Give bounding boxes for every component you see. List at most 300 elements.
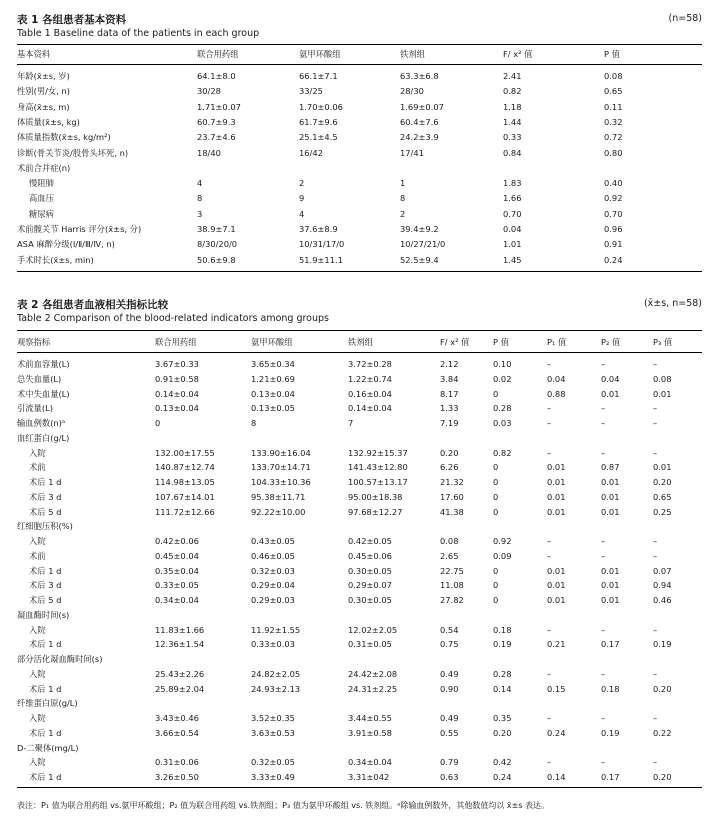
row-label: 术后 5 d [29,506,62,517]
table-row [17,208,702,221]
table-cell: 0.29±0.07 [348,580,392,591]
table-row [17,101,702,114]
table-cell: 22.75 [440,565,464,576]
table-row [17,550,702,563]
table-row [17,70,702,83]
row-label: 血红蛋白(g/L) [17,432,70,443]
table-cell: 0 [493,462,499,473]
row-label: 纤维蛋白原(g/L) [17,698,78,709]
table-row [17,116,702,129]
table-cell: 0.49 [440,713,459,723]
row-label: 引流量(L) [17,403,53,414]
row-label: ASA 麻醉分级(Ⅰ/Ⅱ/Ⅲ/Ⅳ, n) [17,239,115,250]
table-cell: 2.65 [440,550,459,561]
table-cell: 60.7±9.3 [197,116,236,127]
table-cell: 3.44±0.55 [348,713,392,723]
row-label: 术前 [29,462,46,473]
table-cell: – [653,624,658,635]
row-label: 手术时长(x̄±s, min) [17,254,94,265]
table-cell: 1.22±0.74 [348,373,392,384]
row-label: 输血例数(n)ᵃ [17,418,66,428]
table-cell: 111.72±12.66 [155,506,215,517]
table-row [17,177,702,190]
row-label: 术后 3 d [29,580,62,591]
table-cell: 25.1±4.5 [299,132,338,143]
row-label: 身高(x̄±s, m) [17,101,70,112]
table-cell: 0 [493,477,499,487]
table-cell: 0.80 [604,147,623,158]
table-row [17,668,702,681]
table-1-top-rule [17,44,702,45]
table-row [17,579,702,592]
table-cell: 0.19 [493,639,512,650]
table-2-header-cell: 联合用药组 [155,337,197,347]
table-cell: – [601,359,606,369]
table-cell: 100.57±13.17 [348,477,408,487]
table-cell: 0.01 [601,580,620,591]
table-cell: 3.63±0.53 [251,727,295,738]
table-cell: 0.02 [493,373,512,384]
table-cell: 7 [348,418,354,428]
table-cell: 0.01 [547,595,566,605]
table-cell: 0.01 [547,580,566,591]
table-row [17,85,702,98]
table-cell: 3.26±0.50 [155,772,199,782]
table-2-header-cell: P 值 [493,337,509,347]
table-cell: 104.33±10.36 [251,477,311,487]
row-label: 术前合并症(n) [17,162,71,173]
table-cell: 0.42±0.06 [155,536,199,546]
table-cell: 0.42±0.05 [348,536,392,546]
table-cell: 0 [493,580,499,591]
table-row [17,520,702,533]
table-row [17,254,702,267]
table-cell: 0.04 [547,373,566,384]
table-cell: – [653,668,658,679]
table-cell: – [653,447,658,458]
table-cell: 1.69±0.07 [400,101,444,112]
table-cell: 0.28 [493,403,512,414]
table-cell: 21.32 [440,477,464,487]
row-label: 入院 [29,536,46,546]
table-cell: 60.4±7.6 [400,116,439,127]
table-1-header-cell: 铁剂组 [400,49,425,59]
table-cell: 114.98±13.05 [155,477,215,487]
table-row [17,192,702,205]
table-cell: 1.18 [503,101,522,112]
table-cell: 0.65 [653,491,672,502]
table-cell: 39.4±9.2 [400,224,439,234]
table-row [17,223,702,236]
table-row [17,771,702,784]
table-2-header-cell: P₂ 值 [601,337,621,347]
table-1-bottom-rule [17,271,702,272]
table-row [17,461,702,474]
table-cell: 0 [493,388,499,399]
table-cell: 0.18 [493,624,512,635]
table-2-header-rule [17,352,702,353]
table-1-header-cell: 氨甲环酸组 [299,49,341,59]
table-cell: 0.33 [503,132,522,143]
table-cell: 3.84 [440,373,459,384]
row-label: 入院 [29,624,46,635]
table-cell: 0.11 [604,101,623,112]
row-label: 术后 1 d [29,772,62,782]
table-cell: 0.01 [547,462,566,473]
table-cell: 0.70 [604,208,623,219]
table-1-title: 表 1 各组患者基本资料 [17,14,127,26]
table-cell: 0.24 [493,772,512,782]
table-cell: 141.43±12.80 [348,462,408,473]
table-cell: – [547,757,552,768]
table-2-top-rule [17,330,702,331]
table-cell: 11.83±1.66 [155,624,205,635]
table-1-header-cell: 联合用药组 [197,49,239,59]
table-cell: 0.14±0.04 [348,403,392,414]
table-cell: 0.35±0.04 [155,565,199,576]
table-cell: 0 [493,506,499,517]
table-cell: 0 [493,491,499,502]
table-cell: – [547,447,552,458]
table-cell: 0.09 [493,550,512,561]
table-cell: 2.12 [440,359,459,369]
table-cell: 33/25 [299,86,323,97]
table-cell: 0.21 [547,639,566,650]
table-cell: 0.01 [601,565,620,576]
row-label: 术后 1 d [29,565,62,576]
row-label: 体质量指数(x̄±s, kg/m²) [17,132,111,143]
table-cell: 0.55 [440,727,459,738]
table-2-header-cell: 观察指标 [17,337,51,347]
table-2-header-cell: 铁剂组 [348,337,373,347]
table-cell: 0.45±0.04 [155,550,199,561]
row-label: 术前血容量(L) [17,359,70,369]
table-cell: 3 [197,208,203,219]
table-cell: 0.82 [493,447,512,458]
row-label: 体质量(x̄±s, kg) [17,116,80,127]
table-cell: 17/41 [400,147,424,158]
table-cell: 0.30±0.05 [348,595,392,605]
table-cell: 0.54 [440,624,459,635]
table-cell: 0.07 [653,565,672,576]
table-row [17,609,702,622]
table-cell: – [601,447,606,458]
table-2 [17,297,702,797]
table-cell: 0.04 [503,224,522,234]
table-cell: 0.91 [604,239,623,250]
table-cell: 0.70 [503,208,522,219]
table-cell: 24.42±2.08 [348,668,398,679]
table-cell: 0.01 [653,388,672,399]
table-2-header-row [17,336,702,349]
table-row [17,373,702,386]
table-cell: 10/31/17/0 [299,239,345,250]
table-1 [17,12,702,274]
table-cell: – [547,536,552,546]
table-cell: 0.40 [604,178,623,189]
table-row [17,131,702,144]
table-cell: 0.72 [604,132,623,143]
table-cell: 0.92 [493,536,512,546]
table-cell: 63.3±6.8 [400,71,439,81]
row-label: 术前 [29,550,46,561]
table-cell: 61.7±9.6 [299,116,338,127]
table-cell: – [547,624,552,635]
table-cell: 0.20 [440,447,459,458]
table-2-header-cell: F/ x² 值 [440,337,470,347]
table-cell: 64.1±8.0 [197,71,236,81]
table-cell: 0.29±0.04 [251,580,295,591]
table-cell: – [601,668,606,679]
table-cell: – [601,536,606,546]
table-cell: 0.01 [601,491,620,502]
table-cell: – [653,550,658,561]
table-cell: 0.92 [604,193,623,204]
row-label: 高血压 [29,193,54,204]
table-2-header-cell: P₃ 值 [653,337,673,347]
row-label: 术后 1 d [29,727,62,738]
table-cell: 30/28 [197,86,221,97]
table-cell: 0.13±0.05 [251,403,295,414]
table-cell: 0.82 [503,86,522,97]
row-label: 术后 1 d [29,477,62,487]
table-row [17,417,702,430]
table-cell: 0.01 [547,565,566,576]
row-label: 术后 1 d [29,683,62,694]
row-label: 诊断(骨关节炎/股骨头坏死, n) [17,147,129,158]
table-cell: 0.04 [601,373,620,384]
table-cell: 1.44 [503,116,522,127]
table-row [17,565,702,578]
table-cell: 16/42 [299,147,323,158]
table-1-header-cell: P 值 [604,49,620,59]
table-cell: 0.33±0.03 [251,639,295,650]
table-cell: 0.32±0.05 [251,757,295,768]
table-cell: 0.14±0.04 [155,388,199,399]
table-cell: 52.5±9.4 [400,254,439,265]
table-cell: 0.15 [547,683,566,694]
table-cell: – [601,550,606,561]
table-1-header-cell: F/ x² 值 [503,49,533,59]
table-cell: 0.01 [601,477,620,487]
table-cell: 0.63 [440,772,459,782]
row-label: 术中失血量(L) [17,388,70,399]
table-2-bottom-rule [17,787,702,788]
table-cell: 0.08 [604,71,623,81]
table-cell: 0.32 [604,116,623,127]
table-cell: 0.16±0.04 [348,388,392,399]
table-row [17,535,702,548]
table-cell: 133.70±14.71 [251,462,311,473]
table-cell: 37.6±8.9 [299,224,338,234]
table-cell: 0.33±0.05 [155,580,199,591]
table-cell: 0.75 [440,639,459,650]
table-cell: 0.08 [653,373,672,384]
table-cell: – [653,713,658,723]
table-cell: 0.31±0.05 [348,639,392,650]
table-cell: – [547,359,552,369]
table-cell: 2.41 [503,71,522,81]
table-row [17,638,702,651]
table-cell: 0.17 [601,639,620,650]
table-cell: 0.25 [653,506,672,517]
table-1-header-rule [17,64,702,65]
table-row [17,624,702,637]
table-cell: 133.90±16.04 [251,447,311,458]
table-2-subtitle: Table 2 Comparison of the blood-related indicators among groups [17,313,329,324]
table-cell: 0.24 [547,727,566,738]
table-cell: 8 [197,193,203,204]
table-cell: 132.00±17.55 [155,447,215,458]
table-cell: 24.2±3.9 [400,132,439,143]
table-cell: 24.82±2.05 [251,668,301,679]
table-cell: 24.93±2.13 [251,683,301,694]
table-row [17,358,702,371]
table-cell: 0.24 [604,254,623,265]
row-label: 凝血酶时间(s) [17,609,70,620]
table-cell: 7.19 [440,418,459,428]
table-cell: 8 [400,193,406,204]
table-cell: 0.96 [604,224,623,234]
table-cell: – [601,403,606,414]
table-row [17,491,702,504]
table-cell: 12.02±2.05 [348,624,398,635]
table-row [17,402,702,415]
table-cell: 1.83 [503,178,522,189]
table-row [17,476,702,489]
table-cell: 0.14 [493,683,512,694]
table-cell: 8/30/20/0 [197,239,238,250]
table-cell: – [547,713,552,723]
table-cell: 0.01 [601,388,620,399]
table-cell: 95.00±18.38 [348,491,403,502]
table-cell: 1.71±0.07 [197,101,241,112]
table-row [17,712,702,725]
table-cell: 1.70±0.06 [299,101,343,112]
table-cell: 0.94 [653,580,672,591]
table-cell: 23.7±4.6 [197,132,236,143]
table-cell: 0.43±0.05 [251,536,295,546]
table-cell: 0.19 [653,639,672,650]
table-row [17,447,702,460]
table-cell: 66.1±7.1 [299,71,338,81]
table-cell: 0.29±0.03 [251,595,295,605]
row-label: 入院 [29,668,46,679]
table-cell: 0.14 [547,772,566,782]
table-row [17,683,702,696]
table-cell: 3.43±0.46 [155,713,199,723]
table-cell: – [547,418,552,428]
table-cell: 27.82 [440,595,464,605]
table-cell: 1.45 [503,254,522,265]
table-row [17,727,702,740]
row-label: 糖尿病 [29,208,54,219]
table-cell: 3.31±042 [348,772,390,782]
table-cell: – [653,757,658,768]
table-cell: 0.13±0.04 [251,388,295,399]
table-cell: 0.03 [493,418,512,428]
table-cell: 50.6±9.8 [197,254,236,265]
table-cell: 10/27/21/0 [400,239,446,250]
table-cell: 0.18 [601,683,620,694]
table-2-n-label: (x̄±s, n=58) [643,298,702,309]
table-cell: 107.67±14.01 [155,491,215,502]
table-cell: 0.46 [653,595,672,605]
table-cell: – [601,757,606,768]
row-label: 术后 5 d [29,595,62,605]
table-cell: 0.20 [653,683,672,694]
table-cell: 0.10 [493,359,512,369]
table-cell: 1.66 [503,193,522,204]
table-cell: 140.87±12.74 [155,462,215,473]
table-cell: 0.32±0.03 [251,565,295,576]
table-cell: 0.65 [604,86,623,97]
row-label: 入院 [29,713,46,723]
row-label: 部分活化凝血酶时间(s) [17,654,103,664]
table-cell: 0.88 [547,388,566,399]
table-cell: 0.49 [440,668,459,679]
table-cell: 11.92±1.55 [251,624,301,635]
row-label: 术前髋关节 Harris 评分(x̄±s, 分) [17,224,142,234]
table-cell: 0.30±0.05 [348,565,392,576]
table-cell: 0.17 [601,772,620,782]
table-2-note: 表注：P₁ 值为联合用药组 vs.氨甲环酸组；P₂ 值为联合用药组 vs.铁剂组；P₃ 值为氨甲环酸组 vs. 铁剂组。ᵃ除输血例数外，其他数值均以 x̄±s 表达。 [17,801,550,810]
table-cell: 25.43±2.26 [155,668,205,679]
row-label: D-二聚体(mg/L) [17,742,79,753]
table-row [17,238,702,251]
row-label: 性别(男/女, n) [17,86,70,97]
table-cell: 51.9±11.1 [299,254,343,265]
table-row [17,432,702,445]
table-cell: 97.68±12.27 [348,506,403,517]
table-cell: – [601,418,606,428]
table-cell: 1.33 [440,403,459,414]
row-label: 慢阻肺 [29,178,54,189]
table-cell: 0.01 [601,595,620,605]
table-cell: 3.33±0.49 [251,772,295,782]
table-cell: 0 [493,565,499,576]
table-cell: 0.08 [440,536,459,546]
row-label: 总失血量(L) [17,373,62,384]
table-cell: 0.20 [493,727,512,738]
row-label: 入院 [29,447,46,458]
table-cell: 8 [251,418,257,428]
table-cell: – [601,624,606,635]
table-cell: 0.84 [503,147,522,158]
table-2-header-cell: 氨甲环酸组 [251,337,293,347]
table-cell: 2 [299,178,305,189]
table-cell: 0.31±0.06 [155,757,199,768]
table-cell: 0.22 [653,727,672,738]
table-row [17,756,702,769]
table-cell: 17.60 [440,491,464,502]
table-cell: 3.65±0.34 [251,359,295,369]
table-cell: 18/40 [197,147,221,158]
row-label: 入院 [29,757,46,768]
table-cell: 132.92±15.37 [348,447,408,458]
table-cell: 0.46±0.05 [251,550,295,561]
table-cell: 0.34±0.04 [155,595,199,605]
table-cell: – [653,403,658,414]
table-cell: 3.52±0.35 [251,713,295,723]
table-cell: 0.19 [601,727,620,738]
table-cell: 3.91±0.58 [348,727,392,738]
table-cell: 41.38 [440,506,464,517]
table-cell: 0.13±0.04 [155,403,199,414]
table-cell: 0.42 [493,757,512,768]
table-cell: – [653,359,658,369]
table-cell: – [547,550,552,561]
